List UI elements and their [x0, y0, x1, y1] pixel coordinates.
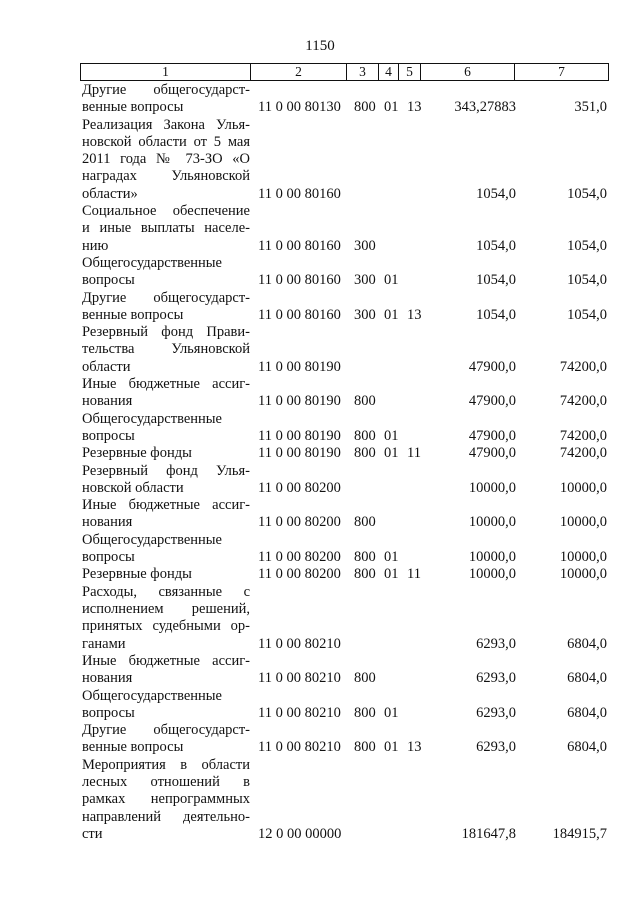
amount-col7: 74200,0: [559, 445, 607, 462]
amount-col7: 10000,0: [559, 514, 607, 531]
expense-type: 800: [354, 670, 376, 687]
section: 01: [384, 739, 399, 756]
description-line: Общегосударственные: [82, 531, 222, 548]
amount-col7: 1054,0: [567, 237, 607, 254]
expense-type: 800: [354, 427, 376, 444]
amount-col6: 10000,0: [468, 514, 516, 531]
amount-col7: 6804,0: [567, 739, 607, 756]
table-row: [0, 255, 640, 290]
amount-col7: 6804,0: [567, 704, 607, 721]
description-line: нию: [82, 237, 109, 254]
description-line: нования: [82, 514, 133, 531]
table-row: [0, 653, 640, 688]
description-line: Иные бюджетные ассиг-: [82, 652, 250, 669]
table-row: [0, 445, 640, 462]
amount-col6: 1054,0: [476, 185, 516, 202]
amount-col7: 10000,0: [559, 549, 607, 566]
budget-code: 11 0 00 80190: [258, 445, 341, 462]
description-line: Резервный фонд Улья-: [82, 462, 250, 479]
description-line: исполнением решений,: [82, 600, 250, 617]
subsection: 13: [407, 739, 422, 756]
description-line: лесных отношений в: [82, 773, 250, 790]
budget-code: 11 0 00 80200: [258, 566, 341, 583]
section: 01: [384, 445, 399, 462]
row-values: [0, 272, 640, 289]
budget-code: 11 0 00 80200: [258, 514, 341, 531]
table-row: [0, 688, 640, 723]
expense-type: 800: [354, 549, 376, 566]
budget-code: 11 0 00 80130: [258, 99, 341, 116]
description-line: области»: [82, 185, 138, 202]
description-line: Резервные фонды: [82, 445, 192, 462]
description-line: Общегосударственные: [82, 687, 222, 704]
row-values: [0, 238, 640, 255]
description-line: Реализация Закона Улья-: [82, 116, 250, 133]
amount-col6: 10000,0: [468, 479, 516, 496]
amount-col6: 6293,0: [476, 635, 516, 652]
description-line: нования: [82, 670, 133, 687]
table-row: [0, 584, 640, 653]
description-line: новской области от 5 мая: [82, 133, 250, 150]
description-line: Общегосударственные: [82, 255, 222, 271]
amount-col7: 1054,0: [567, 306, 607, 323]
row-values: [0, 393, 640, 410]
description-line: вопросы: [82, 427, 135, 444]
amount-col6: 6293,0: [476, 670, 516, 687]
budget-code: 11 0 00 80210: [258, 739, 341, 756]
table-row: [0, 203, 640, 255]
budget-code: 11 0 00 80160: [258, 306, 341, 323]
section: 01: [384, 306, 399, 323]
budget-code: 11 0 00 80160: [258, 237, 341, 254]
budget-code: 11 0 00 80210: [258, 670, 341, 687]
amount-col7: 6804,0: [567, 635, 607, 652]
description-line: Общегосударственные: [82, 410, 222, 427]
description-line: ганами: [82, 635, 126, 652]
description-line: венные вопросы: [82, 306, 184, 323]
expense-type: 800: [354, 393, 376, 410]
amount-col7: 6804,0: [567, 670, 607, 687]
expense-type: 800: [354, 704, 376, 721]
row-values: [0, 566, 640, 583]
description-line: Иные бюджетные ассиг-: [82, 497, 250, 514]
table-row: [0, 497, 640, 532]
section: 01: [384, 549, 399, 566]
expense-type: 800: [354, 739, 376, 756]
row-values: [0, 445, 640, 462]
description-line: Другие общегосударст-: [82, 289, 250, 306]
column-header-row: [81, 64, 609, 81]
amount-col6: 6293,0: [476, 739, 516, 756]
budget-code: 12 0 00 00000: [258, 825, 342, 842]
column-header-7: 7: [515, 64, 609, 81]
row-values: [0, 549, 640, 566]
description-line: нования: [82, 393, 133, 410]
description-line: Резервные фонды: [82, 566, 192, 583]
table-row: [0, 463, 640, 498]
table-row: [0, 324, 640, 376]
amount-col6: 343,27883: [454, 99, 516, 116]
description-line: вопросы: [82, 704, 135, 721]
description-line: вопросы: [82, 272, 135, 289]
amount-col7: 351,0: [574, 99, 607, 116]
expense-type: 300: [354, 237, 376, 254]
expense-type: 300: [354, 272, 376, 289]
amount-col6: 47900,0: [468, 427, 516, 444]
amount-col6: 47900,0: [468, 358, 516, 375]
section: 01: [384, 427, 399, 444]
column-header-4: 4: [379, 64, 399, 81]
section: 01: [384, 704, 399, 721]
budget-code: 11 0 00 80200: [258, 549, 341, 566]
description-line: Мероприятия в области: [82, 756, 250, 773]
description-line: области: [82, 358, 131, 375]
expense-type: 300: [354, 306, 376, 323]
column-header-6: 6: [421, 64, 515, 81]
table-row: [0, 532, 640, 567]
budget-code: 11 0 00 80160: [258, 272, 341, 289]
amount-col6: 1054,0: [476, 237, 516, 254]
description-line: сти: [82, 825, 103, 842]
description-line: Социальное обеспечение: [82, 203, 250, 220]
row-values: [0, 480, 640, 497]
budget-code: 11 0 00 80210: [258, 635, 341, 652]
budget-code: 11 0 00 80190: [258, 393, 341, 410]
row-values: [0, 514, 640, 531]
budget-code: 11 0 00 80160: [258, 185, 341, 202]
table-row: [0, 411, 640, 446]
row-values: [0, 307, 640, 324]
row-values: [0, 428, 640, 445]
amount-col6: 10000,0: [468, 566, 516, 583]
section: 01: [384, 566, 399, 583]
table-row: [0, 566, 640, 583]
column-header-5: 5: [399, 64, 421, 81]
budget-code: 11 0 00 80190: [258, 427, 341, 444]
amount-col6: 1054,0: [476, 272, 516, 289]
table-row: [0, 722, 640, 757]
budget-code: 11 0 00 80200: [258, 479, 341, 496]
description-line: направлений деятельно-: [82, 808, 250, 825]
amount-col6: 1054,0: [476, 306, 516, 323]
subsection: 13: [407, 306, 422, 323]
table-row: [0, 757, 640, 844]
column-header-3: 3: [347, 64, 379, 81]
amount-col6: 10000,0: [468, 549, 516, 566]
expense-type: 800: [354, 445, 376, 462]
budget-code: 11 0 00 80190: [258, 358, 341, 375]
row-values: [0, 739, 640, 756]
row-values: [0, 186, 640, 203]
expense-type: 800: [354, 514, 376, 531]
row-values: [0, 636, 640, 653]
amount-col7: 74200,0: [559, 358, 607, 375]
description-line: 2011 года № 73-ЗО «О: [82, 151, 250, 168]
amount-col7: 1054,0: [567, 185, 607, 202]
amount-col7: 10000,0: [559, 566, 607, 583]
subsection: 11: [407, 445, 421, 462]
amount-col6: 47900,0: [468, 445, 516, 462]
column-header-2: 2: [251, 64, 347, 81]
table-row: [0, 376, 640, 411]
amount-col6: 47900,0: [468, 393, 516, 410]
expense-type: 800: [354, 566, 376, 583]
description-line: принятых судебными ор-: [82, 618, 250, 635]
description-line: и иные выплаты населе-: [82, 220, 250, 237]
page-number: 1150: [305, 38, 335, 54]
table-row: [0, 290, 640, 325]
table-row: [0, 82, 640, 117]
amount-col7: 1054,0: [567, 272, 607, 289]
description-line: новской области: [82, 479, 184, 496]
description-line: Резервный фонд Прави-: [82, 324, 250, 341]
column-header-table: [80, 63, 609, 81]
row-values: [0, 359, 640, 376]
amount-col7: 74200,0: [559, 427, 607, 444]
description-line: венные вопросы: [82, 99, 184, 116]
amount-col6: 181647,8: [461, 825, 516, 842]
subsection: 13: [407, 99, 422, 116]
amount-col7: 184915,7: [552, 825, 607, 842]
description-line: тельства Ульяновской: [82, 341, 250, 358]
description-line: Другие общегосударст-: [82, 82, 250, 98]
row-values: [0, 705, 640, 722]
description-line: Иные бюджетные ассиг-: [82, 376, 250, 393]
subsection: 11: [407, 566, 421, 583]
table-row: [0, 117, 640, 204]
description-line: Расходы, связанные с: [82, 583, 250, 600]
expense-type: 800: [354, 99, 376, 116]
description-line: венные вопросы: [82, 739, 184, 756]
amount-col6: 6293,0: [476, 704, 516, 721]
section: 01: [384, 272, 399, 289]
description-line: Другие общегосударст-: [82, 722, 250, 739]
section: 01: [384, 99, 399, 116]
amount-col7: 10000,0: [559, 479, 607, 496]
description-line: вопросы: [82, 549, 135, 566]
row-values: [0, 826, 640, 843]
description-line: рамках непрограммных: [82, 791, 250, 808]
row-values: [0, 99, 640, 116]
row-values: [0, 670, 640, 687]
description-line: наградах Ульяновской: [82, 168, 250, 185]
column-header-1: 1: [81, 64, 251, 81]
amount-col7: 74200,0: [559, 393, 607, 410]
budget-code: 11 0 00 80210: [258, 704, 341, 721]
